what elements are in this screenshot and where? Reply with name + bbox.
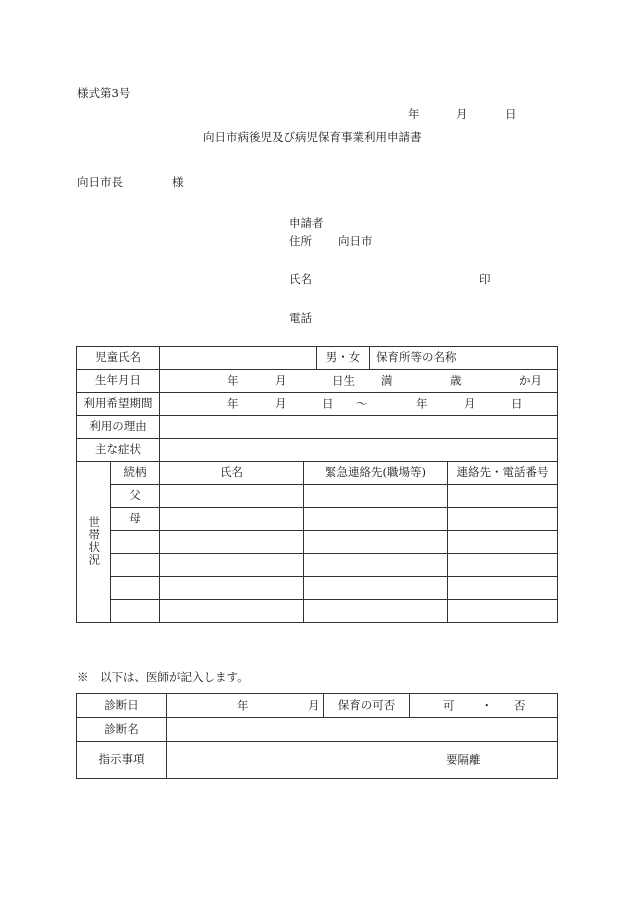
date-year: 年 <box>408 107 420 121</box>
emergency-contact-cell[interactable] <box>304 577 448 600</box>
date-day: 日 <box>505 107 517 121</box>
emergency-contact-cell[interactable] <box>304 531 448 554</box>
phone-cell[interactable] <box>448 554 558 577</box>
header-relation: 続柄 <box>111 462 160 485</box>
document-title: 向日市病後児及び病児保育事業利用申請書 <box>203 130 422 144</box>
phone-label: 電話 <box>289 311 312 325</box>
symptom-label: 主な症状 <box>77 439 160 462</box>
seal-mark: 印 <box>479 272 491 286</box>
care-no[interactable]: 否 <box>514 697 526 712</box>
period-year-start: 年 <box>227 396 239 411</box>
facility-name-label[interactable]: 保育所等の名称 <box>370 347 558 370</box>
header-phone: 連絡先・電話番号 <box>448 462 558 485</box>
phone-cell[interactable] <box>448 531 558 554</box>
instructions-field[interactable] <box>167 742 558 779</box>
member-name-cell[interactable] <box>160 485 304 508</box>
child-name-field[interactable] <box>160 347 317 370</box>
phone-cell[interactable] <box>448 600 558 623</box>
diagnosis-name-field[interactable] <box>167 718 558 742</box>
member-name-cell[interactable] <box>160 508 304 531</box>
period-month-end: 月 <box>464 396 476 411</box>
reason-field[interactable] <box>160 416 558 439</box>
child-name-label: 児童氏名 <box>77 347 160 370</box>
period-field[interactable] <box>160 393 558 416</box>
symptom-field[interactable] <box>160 439 558 462</box>
emergency-contact-cell[interactable] <box>304 508 448 531</box>
addressee-mayor: 向日市長 <box>77 175 123 189</box>
reason-label: 利用の理由 <box>77 416 160 439</box>
phone-cell[interactable] <box>448 508 558 531</box>
phone-cell[interactable] <box>448 485 558 508</box>
birthdate-field[interactable] <box>160 370 558 393</box>
member-name-cell[interactable] <box>160 577 304 600</box>
applicant-label: 申請者 <box>289 216 324 230</box>
relation-cell[interactable] <box>111 600 160 623</box>
header-emergency-contact: 緊急連絡先(職場等) <box>304 462 448 485</box>
diagnosis-month: 月 <box>308 697 320 712</box>
care-label: 保育の可否 <box>324 694 410 718</box>
care-select[interactable] <box>410 694 558 718</box>
address-label: 住所 <box>289 234 312 248</box>
care-dot: ・ <box>481 697 493 712</box>
period-day-start: 日 <box>322 396 334 411</box>
emergency-contact-cell[interactable] <box>304 485 448 508</box>
age-months: か月 <box>519 373 542 388</box>
household-label <box>77 462 111 623</box>
age-years: 歳 <box>450 373 462 388</box>
member-name-cell[interactable] <box>160 600 304 623</box>
relation-cell[interactable] <box>111 577 160 600</box>
name-label: 氏名 <box>289 272 312 286</box>
diagnosis-name-label: 診断名 <box>77 718 167 742</box>
emergency-contact-cell[interactable] <box>304 600 448 623</box>
addressee-sama: 様 <box>172 175 184 189</box>
relation-cell: 父 <box>111 485 160 508</box>
header-name: 氏名 <box>160 462 304 485</box>
form-number: 様式第3号 <box>77 86 131 100</box>
emergency-contact-cell[interactable] <box>304 554 448 577</box>
relation-cell[interactable] <box>111 531 160 554</box>
period-label: 利用希望期間 <box>77 393 160 416</box>
diagnosis-date-label: 診断日 <box>77 694 167 718</box>
period-tilde: 〜 <box>356 396 368 411</box>
birth-month: 月 <box>275 373 287 388</box>
instructions-label: 指示事項 <box>77 742 167 779</box>
relation-cell[interactable] <box>111 554 160 577</box>
member-name-cell[interactable] <box>160 554 304 577</box>
doctor-table <box>76 693 558 779</box>
period-day-end: 日 <box>511 396 523 411</box>
period-month-start: 月 <box>275 396 287 411</box>
phone-cell[interactable] <box>448 577 558 600</box>
birthdate-label: 生年月日 <box>77 370 160 393</box>
gender-select[interactable]: 男・女 <box>317 347 370 370</box>
diagnosis-year: 年 <box>237 697 249 712</box>
birth-year: 年 <box>227 373 239 388</box>
isolation-option[interactable]: 要隔離 <box>446 752 481 767</box>
diagnosis-date-field[interactable] <box>167 694 324 718</box>
birth-day: 日生 <box>332 373 355 388</box>
member-name-cell[interactable] <box>160 531 304 554</box>
relation-cell: 母 <box>111 508 160 531</box>
household-label-text: 世帯状況 <box>87 515 102 566</box>
doctor-note: ※ 以下は、医師が記入します。 <box>77 670 249 684</box>
date-month: 月 <box>456 107 468 121</box>
period-year-end: 年 <box>416 396 428 411</box>
care-yes[interactable]: 可 <box>443 697 455 712</box>
child-info-table <box>76 346 558 623</box>
address-value: 向日市 <box>338 234 373 248</box>
age-full: 満 <box>381 373 393 388</box>
